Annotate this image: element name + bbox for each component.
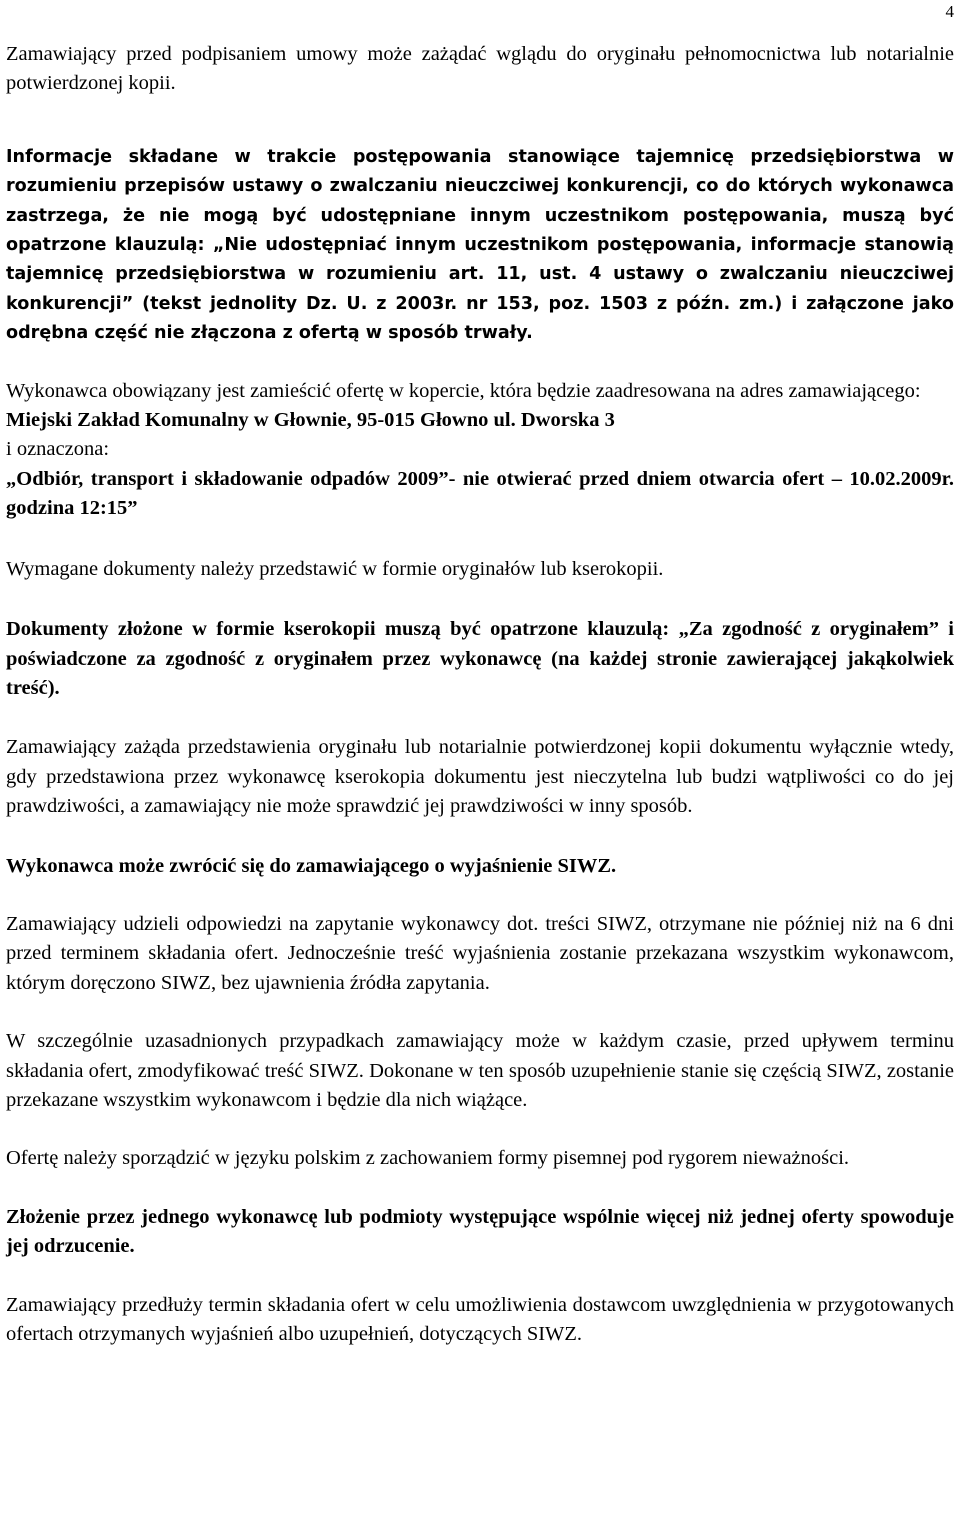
paragraph-extension: Zamawiający przedłuży termin składania ofert w celu umożliwienia dostawcom uwzględnienia w przygotowanych ofertach otrzymanych wyjaśnień albo uzupełnień, dotyczących SIWZ. xyxy=(6,1293,954,1345)
paragraph-required-documents: Wymagane dokumenty należy przedstawić w formie oryginałów lub kserokopii. xyxy=(6,557,664,580)
paragraph-power-of-attorney: Zamawiający przed podpisaniem umowy może zażądać wglądu do oryginału pełnomocnictwa lub notarialnie potwierdzonej kopii. xyxy=(6,43,954,95)
paragraph-trade-secret: Informacje składane w trakcie postępowania stanowiące tajemnicę przedsiębiorstwa w rozumieniu przepisów ustawy o zwalczaniu nieuczciwej konkurencji, co do których wykonawca zastrzega, że nie mogą być udostępniane innym uczestnikom postępowania, muszą być opatrzone klauzulą: „Nie udostępniać innym uczestnikom postępowania, informacje stanowią tajemnicę przedsiębiorstwa w rozumieniu art. 11, ust. 4 ustawy o zwalczaniu nieuczciwej konkurencji” (tekst jednolity Dz. U. z 2003r. nr 153, poz. 1503 z późn. zm.) i załączone jako odrębna część nie złączona z ofertą w sposób trwały. xyxy=(6,146,954,344)
paragraph-address: Miejski Zakład Komunalny w Głownie, 95-015 Głowno ul. Dworska 3 xyxy=(6,409,615,432)
document-body xyxy=(6,40,954,1349)
paragraph-rejection: Złożenie przez jednego wykonawcę lub podmioty występujące wspólnie więcej niż jednej oferty spowoduje jej odrzucenie. xyxy=(6,1205,954,1258)
page-number: 4 xyxy=(945,2,954,21)
paragraph-language: Ofertę należy sporządzić w języku polskim z zachowaniem formy pisemnej pod rygorem nieważności. xyxy=(6,1147,850,1170)
paragraph-marked-as: i oznaczona: xyxy=(6,438,110,461)
paragraph-original-request: Zamawiający zażąda przedstawienia oryginału lub notarialnie potwierdzonej kopii dokumentu wyłącznie wtedy, gdy przedstawiona przez wykonawcę kserokopia dokumentu jest nieczytelna lub budzi wątpliwości co do jej prawdziwości, a zamawiający nie może sprawdzić jej prawdziwości w inny sposób. xyxy=(6,736,954,818)
paragraph-envelope-marking: „Odbiór, transport i składowanie odpadów 2009”- nie otwierać przed dniem otwarcia ofert – 10.02.2009r. godzina 12:15” xyxy=(6,467,954,520)
paragraph-clarification-heading: Wykonawca może zwrócić się do zamawiającego o wyjaśnienie SIWZ. xyxy=(6,854,617,877)
paragraph-envelope-intro: Wykonawca obowiązany jest zamieścić ofertę w kopercie, która będzie zaadresowana na adres zamawiającego: xyxy=(6,379,921,402)
paragraph-answers: Zamawiający udzieli odpowiedzi na zapytanie wykonawcy dot. treści SIWZ, otrzymane nie później niż na 6 dni przed terminem składania ofert. Jednocześnie treść wyjaśnienia zostanie przekazana wszystkim wykonawcom, którym doręczono SIWZ, bez ujawnienia źródła zapytania. xyxy=(6,912,954,994)
paragraph-modification: W szczególnie uzasadnionych przypadkach zamawiający może w każdym czasie, przed upływem terminu składania ofert, zmodyfikować treść SIWZ. Dokonane w ten sposób uzupełnienie stanie się częścią SIWZ, zostanie przekazane wszystkim wykonawcom i będzie dla nich wiążące. xyxy=(6,1030,954,1111)
paragraph-copies-clause: Dokumenty złożone w formie kserokopii muszą być opatrzone klauzulą: „Za zgodność z oryginałem” i poświadczone za zgodność z oryginałem przez wykonawcę (na każdej stronie zawierającej jakąkolwiek treść). xyxy=(6,618,954,699)
